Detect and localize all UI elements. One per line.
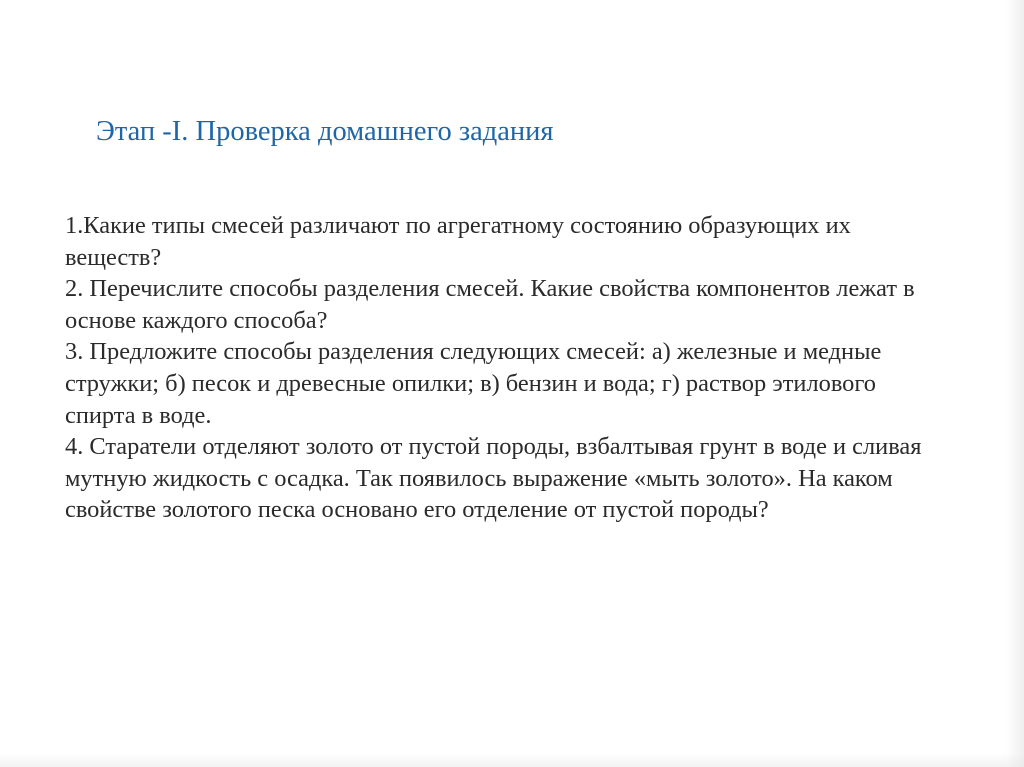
slide-edge-shadow-right: [1006, 0, 1024, 767]
questions-list: [65, 210, 945, 526]
question-4: 4. Старатели отделяют золото от пустой породы, взбалтывая грунт в воде и сливая мутную жидкость с осадка. Так появилось выражение «мыть золото». На каком свойстве золотого песка основано его отделение от пустой породы?: [65, 433, 922, 524]
slide-title: Этап -I. Проверка домашнего задания: [96, 116, 554, 147]
slide-edge-shadow-bottom: [0, 753, 1024, 767]
question-1: 1.Какие типы смесей различают по агрегатному состоянию образующих их веществ?: [65, 212, 851, 271]
question-3: 3. Предложите способы разделения следующих смесей: а) железные и медные стружки; б) песок и древесные опилки; в) бензин и вода; г) раствор этилового спирта в воде.: [65, 338, 882, 429]
question-2: 2. Перечислите способы разделения смесей. Какие свойства компонентов лежат в основе каждого способа?: [65, 275, 915, 334]
